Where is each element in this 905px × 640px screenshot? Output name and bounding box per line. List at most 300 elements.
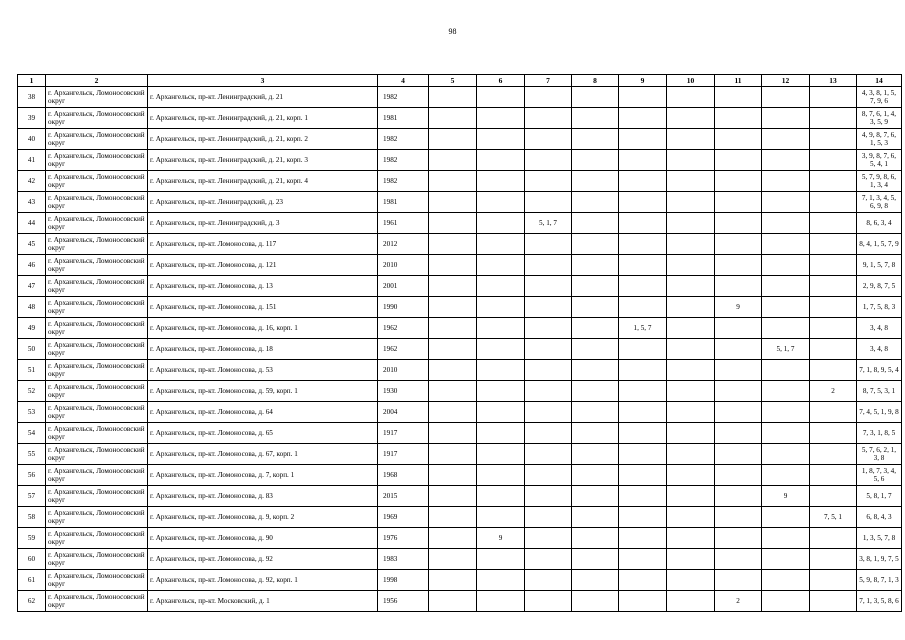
col5-cell	[429, 402, 477, 423]
col11-cell	[715, 444, 762, 465]
col11-cell	[715, 171, 762, 192]
column-header: 10	[667, 75, 715, 87]
col5-cell	[429, 381, 477, 402]
col12-cell	[762, 87, 810, 108]
table-row	[18, 297, 902, 318]
year-cell: 1930	[378, 381, 429, 402]
column-header: 5	[429, 75, 477, 87]
col14-cell: 3, 8, 1, 9, 7, 5	[857, 549, 902, 570]
col8-cell	[572, 192, 619, 213]
year-cell: 1917	[378, 423, 429, 444]
col13-cell	[810, 87, 857, 108]
year-cell: 2010	[378, 360, 429, 381]
col11-cell	[715, 486, 762, 507]
col6-cell	[477, 213, 525, 234]
row-number-cell: 42	[18, 171, 46, 192]
col5-cell	[429, 528, 477, 549]
col7-cell	[525, 171, 572, 192]
table-row	[18, 150, 902, 171]
col10-cell	[667, 192, 715, 213]
table-row	[18, 255, 902, 276]
address-cell: г. Архангельск, пр-кт. Ломоносова, д. 121	[148, 255, 378, 276]
year-cell: 2001	[378, 276, 429, 297]
address-cell: г. Архангельск, пр-кт. Ломоносова, д. 92	[148, 549, 378, 570]
column-header: 8	[572, 75, 619, 87]
row-number-cell: 47	[18, 276, 46, 297]
year-cell: 1998	[378, 570, 429, 591]
col9-cell	[619, 360, 667, 381]
row-number-cell: 56	[18, 465, 46, 486]
col6-cell	[477, 234, 525, 255]
col9-cell	[619, 549, 667, 570]
col8-cell	[572, 423, 619, 444]
col14-cell: 3, 4, 8	[857, 318, 902, 339]
col14-cell: 4, 9, 8, 7, 6, 1, 5, 3	[857, 129, 902, 150]
col5-cell	[429, 318, 477, 339]
district-cell: г. Архангельск, Ломоносовский округ	[46, 339, 148, 360]
col6-cell: 9	[477, 528, 525, 549]
col10-cell	[667, 87, 715, 108]
col11-cell	[715, 549, 762, 570]
address-cell: г. Архангельск, пр-кт. Ленинградский, д. 21, корп. 1	[148, 108, 378, 129]
row-number-cell: 40	[18, 129, 46, 150]
col7-cell	[525, 129, 572, 150]
table-row	[18, 213, 902, 234]
table-row	[18, 549, 902, 570]
col6-cell	[477, 570, 525, 591]
col7-cell	[525, 87, 572, 108]
col12-cell	[762, 171, 810, 192]
col13-cell	[810, 570, 857, 591]
col9-cell: 1, 5, 7	[619, 318, 667, 339]
col9-cell	[619, 276, 667, 297]
col9-cell	[619, 570, 667, 591]
col14-cell: 7, 1, 3, 5, 8, 6	[857, 591, 902, 612]
col9-cell	[619, 402, 667, 423]
col6-cell	[477, 171, 525, 192]
col11-cell	[715, 507, 762, 528]
col8-cell	[572, 570, 619, 591]
col8-cell	[572, 402, 619, 423]
column-header: 11	[715, 75, 762, 87]
year-cell: 1956	[378, 591, 429, 612]
col9-cell	[619, 150, 667, 171]
col10-cell	[667, 297, 715, 318]
col12-cell	[762, 255, 810, 276]
col12-cell	[762, 381, 810, 402]
col5-cell	[429, 507, 477, 528]
col6-cell	[477, 108, 525, 129]
col5-cell	[429, 108, 477, 129]
col14-cell: 9, 1, 5, 7, 8	[857, 255, 902, 276]
col5-cell	[429, 486, 477, 507]
table-row	[18, 276, 902, 297]
col12-cell	[762, 570, 810, 591]
year-cell: 2012	[378, 234, 429, 255]
col5-cell	[429, 171, 477, 192]
col14-cell: 3, 9, 8, 7, 6, 5, 4, 1	[857, 150, 902, 171]
register-table	[17, 74, 902, 612]
row-number-cell: 49	[18, 318, 46, 339]
col13-cell	[810, 549, 857, 570]
district-cell: г. Архангельск, Ломоносовский округ	[46, 192, 148, 213]
column-header: 9	[619, 75, 667, 87]
year-cell: 1962	[378, 339, 429, 360]
col7-cell	[525, 108, 572, 129]
col10-cell	[667, 318, 715, 339]
col9-cell	[619, 591, 667, 612]
year-cell: 1982	[378, 150, 429, 171]
col10-cell	[667, 171, 715, 192]
col7-cell	[525, 150, 572, 171]
col8-cell	[572, 528, 619, 549]
col12-cell	[762, 150, 810, 171]
col10-cell	[667, 549, 715, 570]
col11-cell	[715, 129, 762, 150]
col14-cell: 1, 3, 5, 7, 8	[857, 528, 902, 549]
col14-cell: 8, 6, 3, 4	[857, 213, 902, 234]
col9-cell	[619, 87, 667, 108]
col12-cell	[762, 549, 810, 570]
year-cell: 2010	[378, 255, 429, 276]
col12-cell	[762, 402, 810, 423]
col13-cell	[810, 591, 857, 612]
col7-cell	[525, 381, 572, 402]
col10-cell	[667, 402, 715, 423]
address-cell: г. Архангельск, пр-кт. Ломоносова, д. 64	[148, 402, 378, 423]
address-cell: г. Архангельск, пр-кт. Ломоносова, д. 83	[148, 486, 378, 507]
col12-cell	[762, 192, 810, 213]
row-number-cell: 54	[18, 423, 46, 444]
col11-cell	[715, 87, 762, 108]
address-cell: г. Архангельск, пр-кт. Ломоносова, д. 16, корп. 1	[148, 318, 378, 339]
col7-cell	[525, 570, 572, 591]
col11-cell	[715, 234, 762, 255]
col13-cell	[810, 192, 857, 213]
col11-cell	[715, 150, 762, 171]
col7-cell: 5, 1, 7	[525, 213, 572, 234]
col11-cell	[715, 402, 762, 423]
col9-cell	[619, 192, 667, 213]
col10-cell	[667, 213, 715, 234]
col8-cell	[572, 108, 619, 129]
col13-cell	[810, 528, 857, 549]
address-cell: г. Архангельск, пр-кт. Ломоносова, д. 18	[148, 339, 378, 360]
column-header: 12	[762, 75, 810, 87]
district-cell: г. Архангельск, Ломоносовский округ	[46, 507, 148, 528]
column-header: 4	[378, 75, 429, 87]
col14-cell: 7, 4, 5, 1, 9, 8	[857, 402, 902, 423]
col10-cell	[667, 150, 715, 171]
row-number-cell: 57	[18, 486, 46, 507]
year-cell: 1961	[378, 213, 429, 234]
col9-cell	[619, 444, 667, 465]
table-row	[18, 444, 902, 465]
row-number-cell: 43	[18, 192, 46, 213]
district-cell: г. Архангельск, Ломоносовский округ	[46, 549, 148, 570]
district-cell: г. Архангельск, Ломоносовский округ	[46, 402, 148, 423]
row-number-cell: 48	[18, 297, 46, 318]
col11-cell	[715, 339, 762, 360]
col5-cell	[429, 591, 477, 612]
col12-cell	[762, 360, 810, 381]
row-number-cell: 59	[18, 528, 46, 549]
col9-cell	[619, 507, 667, 528]
col8-cell	[572, 507, 619, 528]
col7-cell	[525, 192, 572, 213]
col9-cell	[619, 528, 667, 549]
address-cell: г. Архангельск, пр-кт. Ленинградский, д. 21, корп. 3	[148, 150, 378, 171]
col12-cell: 9	[762, 486, 810, 507]
page-number: 98	[448, 27, 457, 36]
col8-cell	[572, 444, 619, 465]
col11-cell	[715, 276, 762, 297]
year-cell: 1981	[378, 108, 429, 129]
col8-cell	[572, 360, 619, 381]
table-row	[18, 402, 902, 423]
address-cell: г. Архангельск, пр-кт. Ломоносова, д. 53	[148, 360, 378, 381]
col13-cell	[810, 171, 857, 192]
address-cell: г. Архангельск, пр-кт. Ломоносова, д. 92, корп. 1	[148, 570, 378, 591]
col10-cell	[667, 423, 715, 444]
col5-cell	[429, 192, 477, 213]
col12-cell	[762, 213, 810, 234]
col7-cell	[525, 444, 572, 465]
col5-cell	[429, 276, 477, 297]
row-number-cell: 39	[18, 108, 46, 129]
col13-cell	[810, 402, 857, 423]
year-cell: 1981	[378, 192, 429, 213]
col14-cell: 5, 7, 9, 8, 6, 1, 3, 4	[857, 171, 902, 192]
table-header-row	[18, 75, 902, 87]
row-number-cell: 45	[18, 234, 46, 255]
row-number-cell: 60	[18, 549, 46, 570]
col11-cell: 9	[715, 297, 762, 318]
col14-cell: 3, 4, 8	[857, 339, 902, 360]
table-row	[18, 381, 902, 402]
col8-cell	[572, 591, 619, 612]
row-number-cell: 38	[18, 87, 46, 108]
table-row	[18, 339, 902, 360]
year-cell: 2004	[378, 402, 429, 423]
col11-cell	[715, 108, 762, 129]
district-cell: г. Архангельск, Ломоносовский округ	[46, 591, 148, 612]
col7-cell	[525, 318, 572, 339]
col9-cell	[619, 129, 667, 150]
district-cell: г. Архангельск, Ломоносовский округ	[46, 171, 148, 192]
col13-cell	[810, 444, 857, 465]
col6-cell	[477, 381, 525, 402]
col12-cell	[762, 444, 810, 465]
address-cell: г. Архангельск, пр-кт. Ленинградский, д. 21, корп. 2	[148, 129, 378, 150]
col7-cell	[525, 360, 572, 381]
col11-cell	[715, 423, 762, 444]
col10-cell	[667, 486, 715, 507]
table-row	[18, 108, 902, 129]
address-cell: г. Архангельск, пр-кт. Ленинградский, д. 21, корп. 4	[148, 171, 378, 192]
col5-cell	[429, 255, 477, 276]
col6-cell	[477, 444, 525, 465]
district-cell: г. Архангельск, Ломоносовский округ	[46, 213, 148, 234]
district-cell: г. Архангельск, Ломоносовский округ	[46, 108, 148, 129]
col5-cell	[429, 213, 477, 234]
col10-cell	[667, 339, 715, 360]
col8-cell	[572, 87, 619, 108]
col14-cell: 1, 8, 7, 3, 4, 5, 6	[857, 465, 902, 486]
table-row	[18, 591, 902, 612]
col13-cell	[810, 255, 857, 276]
col13-cell	[810, 339, 857, 360]
col12-cell	[762, 423, 810, 444]
column-header: 2	[46, 75, 148, 87]
table-row	[18, 318, 902, 339]
col8-cell	[572, 213, 619, 234]
column-header: 7	[525, 75, 572, 87]
table-row	[18, 507, 902, 528]
row-number-cell: 51	[18, 360, 46, 381]
col11-cell	[715, 570, 762, 591]
col6-cell	[477, 150, 525, 171]
table-body	[18, 87, 902, 612]
row-number-cell: 50	[18, 339, 46, 360]
year-cell: 1969	[378, 507, 429, 528]
col5-cell	[429, 360, 477, 381]
col5-cell	[429, 129, 477, 150]
year-cell: 1982	[378, 171, 429, 192]
col13-cell	[810, 150, 857, 171]
col10-cell	[667, 360, 715, 381]
col8-cell	[572, 171, 619, 192]
col12-cell	[762, 276, 810, 297]
col7-cell	[525, 486, 572, 507]
col9-cell	[619, 381, 667, 402]
col10-cell	[667, 381, 715, 402]
district-cell: г. Архангельск, Ломоносовский округ	[46, 360, 148, 381]
row-number-cell: 58	[18, 507, 46, 528]
col12-cell	[762, 591, 810, 612]
col12-cell	[762, 528, 810, 549]
col11-cell	[715, 381, 762, 402]
col5-cell	[429, 423, 477, 444]
col13-cell	[810, 234, 857, 255]
col6-cell	[477, 318, 525, 339]
col9-cell	[619, 423, 667, 444]
col13-cell: 2	[810, 381, 857, 402]
col6-cell	[477, 339, 525, 360]
col8-cell	[572, 255, 619, 276]
col10-cell	[667, 276, 715, 297]
column-header: 1	[18, 75, 46, 87]
col6-cell	[477, 129, 525, 150]
year-cell: 1962	[378, 318, 429, 339]
address-cell: г. Архангельск, пр-кт. Ломоносова, д. 151	[148, 297, 378, 318]
district-cell: г. Архангельск, Ломоносовский округ	[46, 381, 148, 402]
col6-cell	[477, 276, 525, 297]
col5-cell	[429, 297, 477, 318]
row-number-cell: 55	[18, 444, 46, 465]
col12-cell	[762, 234, 810, 255]
col10-cell	[667, 507, 715, 528]
col13-cell	[810, 486, 857, 507]
col6-cell	[477, 360, 525, 381]
row-number-cell: 53	[18, 402, 46, 423]
col8-cell	[572, 318, 619, 339]
col8-cell	[572, 234, 619, 255]
col9-cell	[619, 234, 667, 255]
col6-cell	[477, 423, 525, 444]
col11-cell	[715, 255, 762, 276]
col8-cell	[572, 465, 619, 486]
row-number-cell: 52	[18, 381, 46, 402]
row-number-cell: 61	[18, 570, 46, 591]
col9-cell	[619, 255, 667, 276]
table-row	[18, 570, 902, 591]
row-number-cell: 46	[18, 255, 46, 276]
col14-cell: 1, 7, 5, 8, 3	[857, 297, 902, 318]
col6-cell	[477, 507, 525, 528]
col12-cell	[762, 507, 810, 528]
col6-cell	[477, 255, 525, 276]
col14-cell: 5, 7, 6, 2, 1, 3, 8	[857, 444, 902, 465]
col5-cell	[429, 87, 477, 108]
address-cell: г. Архангельск, пр-кт. Московский, д. 1	[148, 591, 378, 612]
col9-cell	[619, 171, 667, 192]
col13-cell	[810, 423, 857, 444]
col13-cell	[810, 297, 857, 318]
col5-cell	[429, 150, 477, 171]
col7-cell	[525, 297, 572, 318]
col6-cell	[477, 402, 525, 423]
col11-cell: 2	[715, 591, 762, 612]
col7-cell	[525, 234, 572, 255]
col14-cell: 7, 1, 3, 4, 5, 6, 9, 8	[857, 192, 902, 213]
col10-cell	[667, 108, 715, 129]
col12-cell: 5, 1, 7	[762, 339, 810, 360]
col7-cell	[525, 423, 572, 444]
table-row	[18, 360, 902, 381]
col10-cell	[667, 528, 715, 549]
col12-cell	[762, 129, 810, 150]
table-row	[18, 486, 902, 507]
col14-cell: 6, 8, 4, 3	[857, 507, 902, 528]
district-cell: г. Архангельск, Ломоносовский округ	[46, 255, 148, 276]
district-cell: г. Архангельск, Ломоносовский округ	[46, 465, 148, 486]
row-number-cell: 62	[18, 591, 46, 612]
col10-cell	[667, 129, 715, 150]
table-row	[18, 87, 902, 108]
col14-cell: 7, 1, 8, 9, 5, 4	[857, 360, 902, 381]
col14-cell: 8, 7, 6, 1, 4, 3, 5, 9	[857, 108, 902, 129]
col7-cell	[525, 507, 572, 528]
col11-cell	[715, 318, 762, 339]
table-row	[18, 528, 902, 549]
col14-cell: 5, 8, 1, 7	[857, 486, 902, 507]
col14-cell: 4, 3, 8, 1, 5, 7, 9, 6	[857, 87, 902, 108]
col5-cell	[429, 444, 477, 465]
col7-cell	[525, 528, 572, 549]
col6-cell	[477, 87, 525, 108]
col14-cell: 8, 7, 5, 3, 1	[857, 381, 902, 402]
col13-cell	[810, 213, 857, 234]
address-cell: г. Архангельск, пр-кт. Ленинградский, д. 3	[148, 213, 378, 234]
col9-cell	[619, 297, 667, 318]
col10-cell	[667, 570, 715, 591]
col11-cell	[715, 360, 762, 381]
address-cell: г. Архангельск, пр-кт. Ленинградский, д. 21	[148, 87, 378, 108]
district-cell: г. Архангельск, Ломоносовский округ	[46, 129, 148, 150]
col10-cell	[667, 444, 715, 465]
year-cell: 1976	[378, 528, 429, 549]
